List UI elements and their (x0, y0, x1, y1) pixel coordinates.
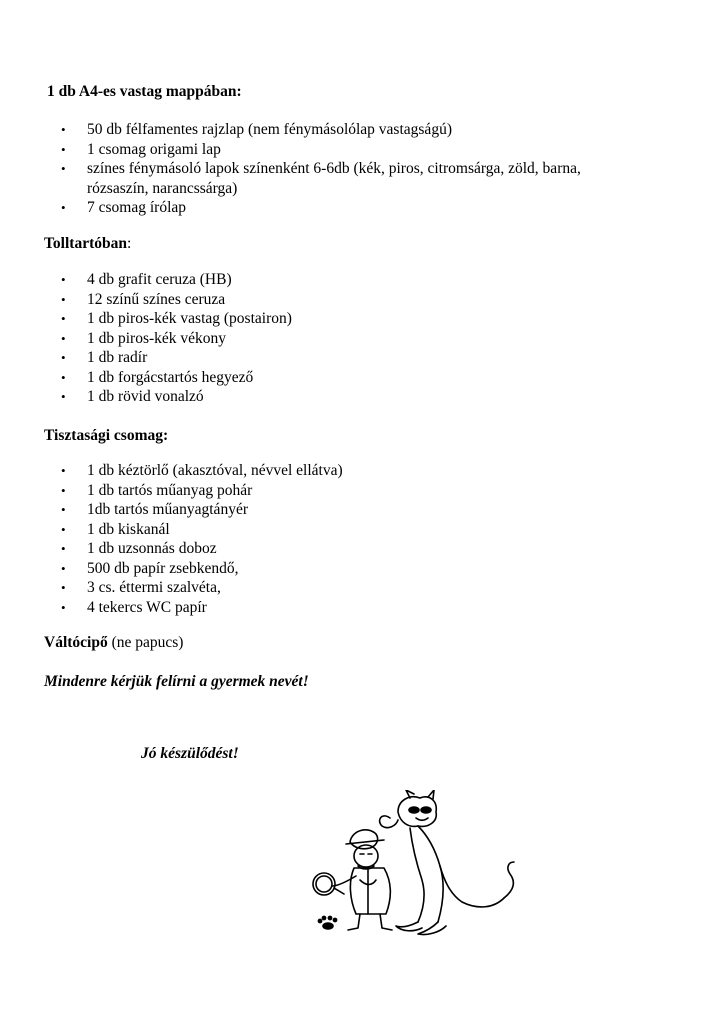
list-item: • 1 db forgácstartós hegyező (0, 368, 640, 388)
section-title-folder: 1 db A4-es vastag mappában: (47, 83, 242, 100)
list-item: • 1db tartós műanyagtányér (0, 500, 640, 520)
section-title-pencil-case (44, 234, 131, 254)
hygiene-list (0, 461, 640, 617)
pencil-case-list (0, 270, 640, 407)
list-item: • 50 db félfamentes rajzlap (nem fénymásolólap vastagságú) (0, 120, 640, 140)
list-item: • 1 db rövid vonalzó (0, 387, 640, 407)
list-item: • 1 csomag origami lap (0, 140, 640, 160)
list-item: • 4 db grafit ceruza (HB) (0, 270, 640, 290)
pink-panther-detective-cartoon-icon (310, 790, 530, 940)
list-item: • 1 db kéztörlő (akasztóval, névvel ellátva) (0, 461, 640, 481)
shoes-note: (ne papucs) (107, 634, 184, 651)
list-item: • 7 csomag írólap (0, 198, 640, 218)
name-note: Mindenre kérjük felírni a gyermek nevét! (44, 673, 309, 690)
section-title-pencil-case-text: Tolltartóban (44, 235, 127, 252)
list-item: • 1 db piros-kék vékony (0, 329, 640, 349)
section-title-colon: : (126, 235, 132, 252)
list-item: • 1 db piros-kék vastag (postairon) (0, 309, 640, 329)
folder-list (0, 120, 640, 218)
list-item: • 1 db uzsonnás doboz (0, 539, 640, 559)
list-item: • 1 db kiskanál (0, 520, 640, 540)
list-item: • 1 db tartós műanyag pohár (0, 481, 640, 501)
section-title-hygiene: Tisztasági csomag: (44, 427, 169, 444)
list-item: • 1 db radír (0, 348, 640, 368)
list-item: • 12 színű színes ceruza (0, 290, 640, 310)
farewell-text: Jó készülődést! (141, 745, 239, 762)
list-item: • színes fénymásoló lapok színenként 6-6db (kék, piros, citromsárga, zöld, barna, rózsaszín, narancssárga) (0, 159, 637, 198)
list-item: • 3 cs. éttermi szalvéta, (0, 578, 640, 598)
shoes-label: Váltócipő (44, 634, 108, 651)
list-item: • 4 tekercs WC papír (0, 598, 640, 618)
shoes-line (44, 633, 183, 653)
list-item: • 500 db papír zsebkendő, (0, 559, 640, 579)
